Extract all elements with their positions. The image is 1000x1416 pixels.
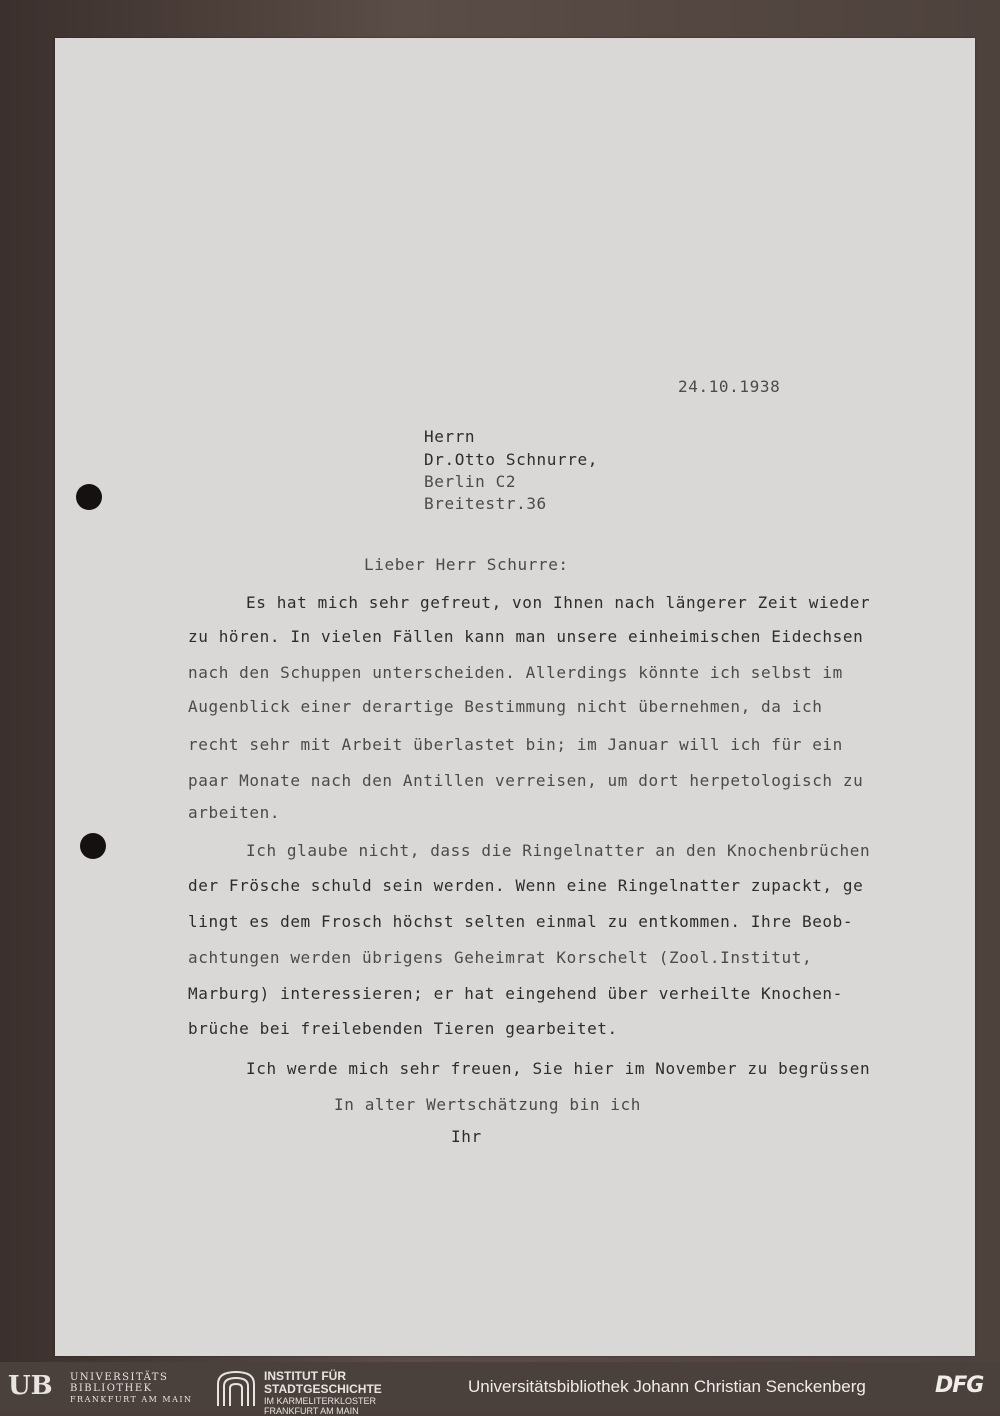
body-line: arbeiten.	[188, 803, 281, 822]
arch-icon	[214, 1368, 258, 1408]
body-line: Ich werde mich sehr freuen, Sie hier im November zu begrüssen	[246, 1059, 871, 1078]
ub-mark: UB	[8, 1371, 53, 1401]
ub-text	[70, 1372, 193, 1405]
body-line: Augenblick einer derartige Bestimmung nicht übernehmen, da ich	[188, 697, 823, 716]
body-line: lingt es dem Frosch höchst selten einmal zu entkommen. Ihre Beob-	[188, 912, 854, 931]
letter-date: 24.10.1938	[678, 377, 781, 396]
isg-text-line: IM KARMELITERKLOSTER	[264, 1396, 377, 1406]
address-line: Breitestr.36	[424, 494, 547, 513]
closing-line: In alter Wertschätzung bin ich	[334, 1095, 641, 1114]
body-line: recht sehr mit Arbeit überlastet bin; im Januar will ich für ein	[188, 735, 843, 754]
body-line: der Frösche schuld sein werden. Wenn eine Ringelnatter zupackt, ge	[188, 876, 864, 895]
dfg-logo: DFG	[935, 1373, 984, 1398]
footer-bar	[0, 1362, 1000, 1416]
ub-text-line: BIBLIOTHEK	[70, 1383, 153, 1394]
address-line: Berlin C2	[424, 472, 517, 491]
address-line: Herrn	[424, 427, 476, 446]
body-line: Ich glaube nicht, dass die Ringelnatter an den Knochenbrüchen	[246, 841, 871, 860]
isg-logo	[214, 1368, 404, 1416]
body-line: Es hat mich sehr gefreut, von Ihnen nach längerer Zeit wieder	[246, 593, 871, 612]
isg-text-line: INSTITUT FÜR	[264, 1369, 346, 1383]
salutation: Lieber Herr Schurre:	[364, 555, 569, 574]
ub-text-line: UNIVERSITÄTS	[70, 1372, 169, 1383]
body-line: nach den Schuppen unterscheiden. Allerdings könnte ich selbst im	[188, 663, 843, 682]
body-line: zu hören. In vielen Fällen kann man unsere einheimischen Eidechsen	[188, 627, 864, 646]
isg-text-line: FRANKFURT AM MAIN	[264, 1406, 359, 1416]
body-line: Marburg) interessieren; er hat eingehend über verheilte Knochen-	[188, 984, 843, 1003]
ub-logo	[8, 1369, 208, 1407]
ub-text-line: FRANKFURT AM MAIN	[70, 1395, 193, 1404]
punch-hole-top	[76, 484, 102, 510]
isg-text	[264, 1370, 382, 1416]
body-line: brüche bei freilebenden Tieren gearbeitet.	[188, 1019, 618, 1038]
isg-text-line: STADTGESCHICHTE	[264, 1382, 382, 1396]
address-line: Dr.Otto Schnurre,	[424, 450, 598, 469]
body-line: achtungen werden übrigens Geheimrat Korschelt (Zool.Institut,	[188, 948, 813, 967]
library-title: Universitätsbibliothek Johann Christian Senckenberg	[468, 1377, 866, 1396]
body-line: paar Monate nach den Antillen verreisen, um dort herpetologisch zu	[188, 771, 864, 790]
punch-hole-bottom	[80, 833, 106, 859]
signoff: Ihr	[451, 1127, 482, 1146]
